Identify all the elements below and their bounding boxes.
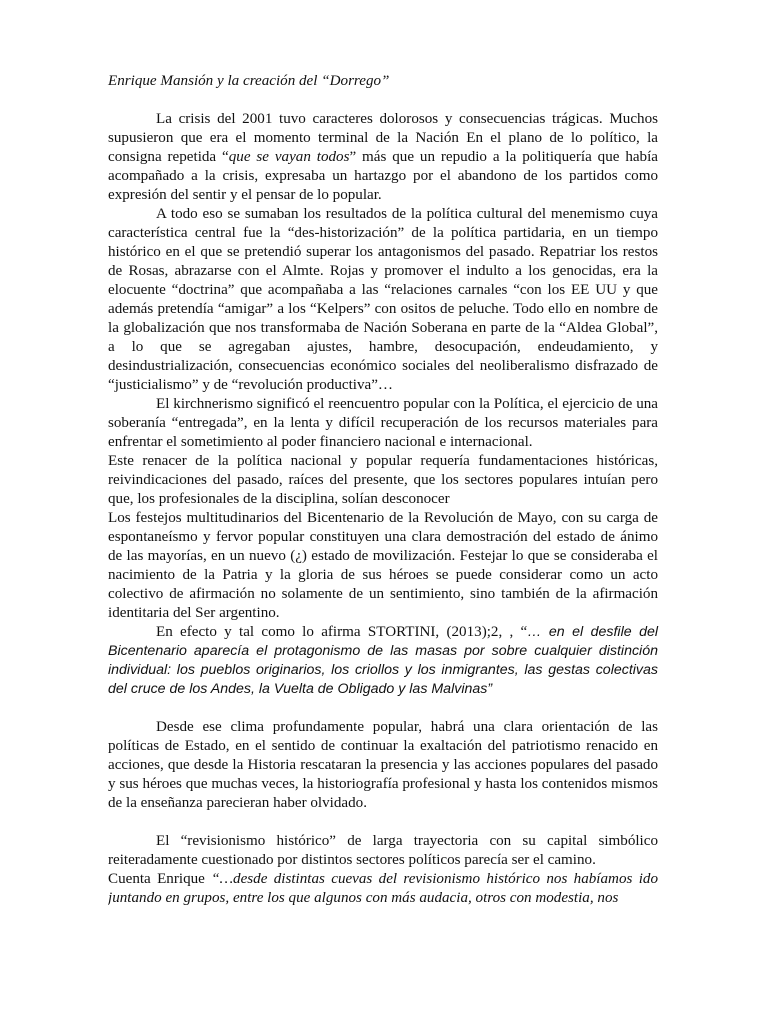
paragraph-text: La crisis del 2001 tuvo caracteres dolorosos y consecuencias trágicas. Muchos supusieron que era el momento terminal de la Nación En el plano de lo político, la consigna repetida “ [108, 111, 658, 165]
paragraph-renacer: Este renacer de la política nacional y popular requería fundamentaciones históricas, reivindicaciones del pasado, raíces del presente, que los sectores populares intuían pero que, los profesionales de la disciplina, solían desconocer [108, 453, 658, 507]
citation-intro: En efecto y tal como lo afirma STORTINI, (2013);2, , “ [156, 624, 528, 640]
paragraph-stortini [108, 623, 658, 699]
paragraph-kirchnerismo: El kirchnerismo significó el reencuentro popular con la Política, el ejercicio de una soberanía “entregada”, en la lenta y difícil recuperación de los recursos materiales para enfrentar el sometimiento al poder financiero nacional e internacional. [108, 396, 658, 450]
document-page [108, 72, 658, 908]
document-title: Enrique Mansión y la creación del “Dorrego” [108, 73, 390, 89]
inline-quote: “…desde distintas cuevas del revisionismo histórico nos habíamos ido juntando en grupos, entre los que algunos con más audacia, otros con modestia, nos [108, 871, 658, 906]
paragraph-gap [108, 813, 658, 832]
paragraph-text: Cuenta Enrique [108, 871, 212, 887]
inline-quote: que se vayan todos [228, 149, 350, 165]
paragraph-crisis-2001 [108, 110, 658, 205]
paragraph-text: ” más que un repudio a la politiquería que había acompañado a la crisis, expresaba un hartazgo por el abandono de los partidos como expresión del sentir y el pensar de lo popular. [108, 149, 659, 203]
paragraph-politicas-estado: Desde ese clima profundamente popular, habrá una clara orientación de las políticas de Estado, en el sentido de continuar la exaltación del patriotismo renacido en acciones, que desde la Historia rescataran la presencia y las acciones populares del pasado y sus héroes que muchas veces, la historiografía profesional y hasta los contenidos mismos de la enseñanza parecieran haber olvidado. [108, 719, 658, 811]
paragraph-gap [108, 699, 658, 718]
paragraph-bicentenario: Los festejos multitudinarios del Bicentenario de la Revolución de Mayo, con su carga de espontaneísmo y fervor popular constituyen una clara demostración del estado de ánimo de las mayorías, en un nuevo (¿) estado de movilización. Festejar lo que se consideraba el nacimiento de la Patria y la gloria de sus héroes se puede considerar como un acto colectivo de afirmación no solamente de un sentimiento, sino también de la afirmación identitaria del Ser argentino. [108, 510, 658, 621]
paragraph-menemismo: A todo eso se sumaban los resultados de la política cultural del menemismo cuya característica central fue la “des-historización” de la política partidaria, en un tiempo histórico en el que se pretendió superar los antagonismos del pasado. Repatriar los restos de Rosas, abrazarse con el Almte. Rojas y promover el indulto a los genocidas, era la elocuente “doctrina” que acompañaba a las “relaciones carnales “con los EE UU y que además pretendía “amigar” a los “Kelpers” con ositos de peluche. Todo ello en nombre de la globalización que nos transformaba de Nación Soberana en parte de la “Aldea Global”, a lo que se agregaban ajustes, hambre, desocupación, endeudamiento, y desindustrialización, consecuencias económico sociales del neoliberalismo disfrazado de “justicialismo” y de “revolución productiva”… [108, 206, 658, 393]
block-quote: … en el desfile del Bicentenario aparecía el protagonismo de las masas por sobre cualquier distinción individual: los pueblos originarios, los criollos y los inmigrantes, las gestas colectivas del cruce de los Andes, la Vuelta de Obligado y las Malvinas” [108, 624, 658, 697]
paragraph-cuenta-enrique [108, 870, 658, 908]
paragraph-revisionismo: El “revisionismo histórico” de larga trayectoria con su capital simbólico reiteradamente cuestionado por distintos sectores políticos parecía ser el camino. [108, 833, 658, 868]
